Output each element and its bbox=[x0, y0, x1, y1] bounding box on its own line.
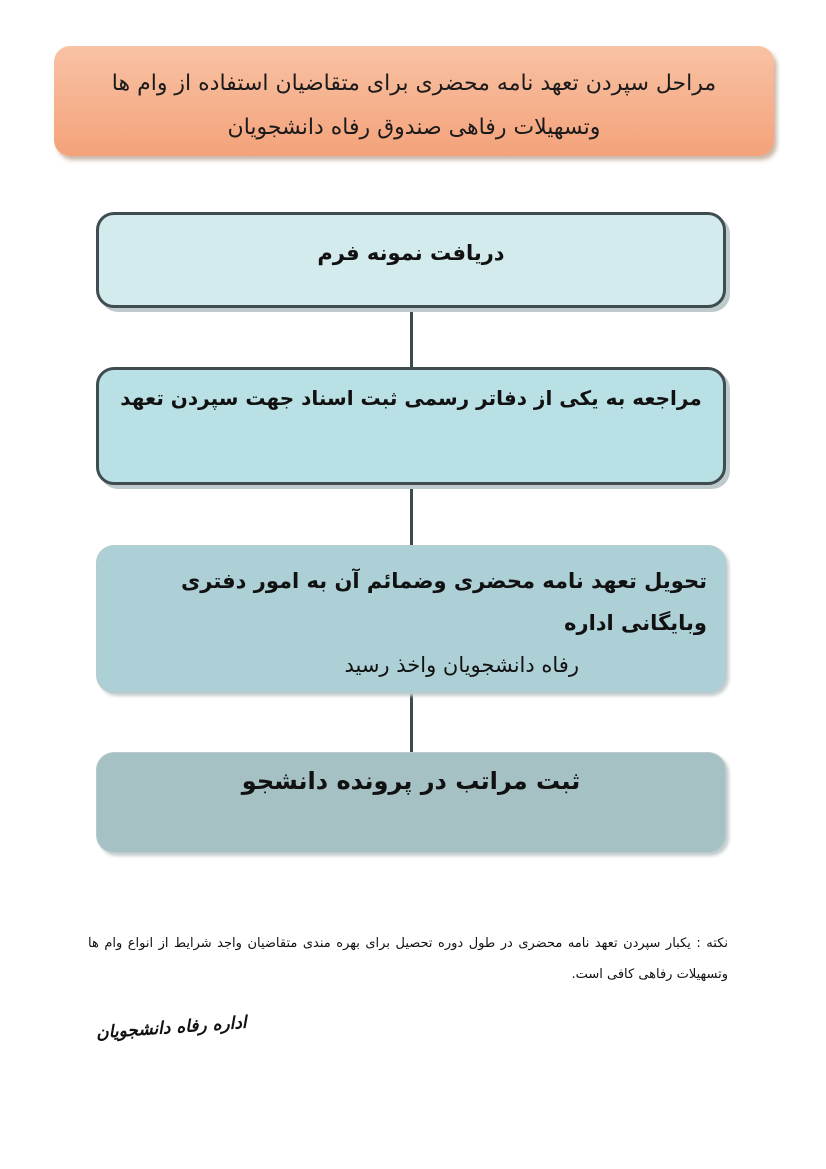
connector-line-1 bbox=[410, 308, 413, 367]
connector-line-3 bbox=[410, 693, 413, 752]
title-line-2: وتسهیلات رفاهی صندوق رفاه دانشجویان bbox=[227, 115, 601, 140]
step-deliver-commitment-line-2: رفاه دانشجویان واخذ رسید bbox=[344, 653, 579, 677]
title-box bbox=[54, 46, 774, 156]
signature: اداره رفاه دانشجویان bbox=[95, 1012, 248, 1044]
step-receive-form bbox=[96, 212, 726, 308]
connector-line-2 bbox=[410, 485, 413, 545]
title-line-1: مراحل سپردن تعهد نامه محضری برای متقاضیان استفاده از وام ها bbox=[111, 71, 717, 96]
step-deliver-commitment-text bbox=[115, 560, 707, 686]
step-visit-notary bbox=[96, 367, 726, 485]
step-record-in-file-label: ثبت مراتب در پرونده دانشجو bbox=[241, 767, 581, 795]
step-record-in-file bbox=[96, 752, 726, 853]
step-deliver-commitment-line-1: تحویل تعهد نامه محضری وضمائم آن به امور دفتری وبایگانی اداره bbox=[181, 569, 707, 635]
footnote: نکته : یکبار سپردن تعهد نامه محضری در طول دوره تحصیل برای بهره مندی متقاضیان واجد شرایط از انواع وام ها وتسهیلات رفاهی کافی است. bbox=[88, 936, 728, 982]
step-receive-form-label: دریافت نمونه فرم bbox=[317, 241, 505, 265]
step-visit-notary-label: مراجعه به یکی از دفاتر رسمی ثبت اسناد جهت سپردن تعهد bbox=[120, 386, 702, 410]
step-deliver-commitment bbox=[96, 545, 726, 693]
